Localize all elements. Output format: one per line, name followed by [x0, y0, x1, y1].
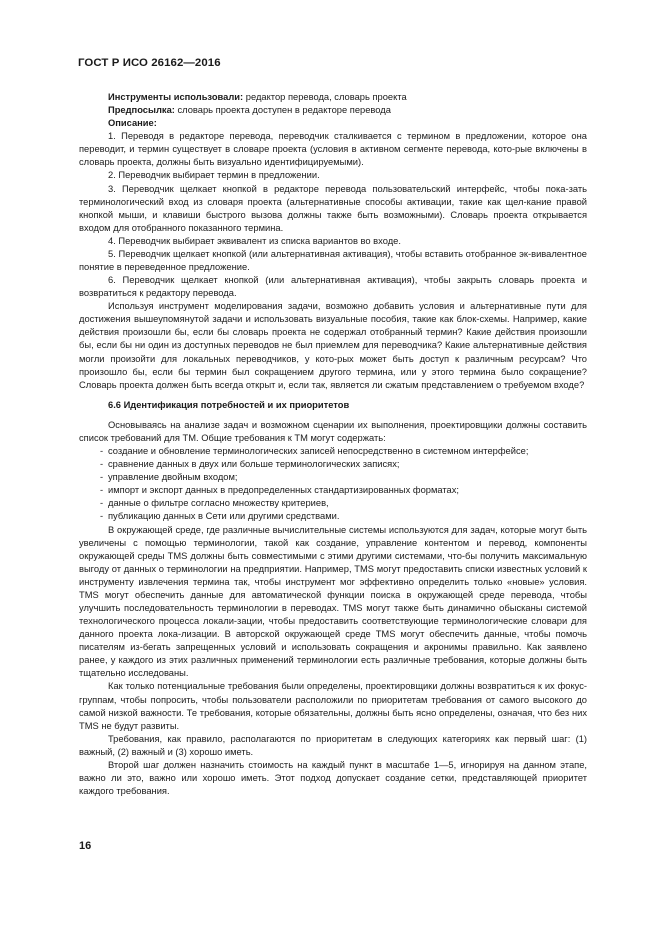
tools-line — [79, 91, 587, 104]
page-body — [79, 91, 587, 798]
page-number: 16 — [79, 840, 92, 852]
step-1: 1. Переводя в редакторе перевода, переводчик сталкивается с термином в предложении, которое она переводит, и термин существует в словаре проекта (условия в активном сегменте перевода, кото-рые включены в словарь проекта, должны быть визуально идентифицируемыми). — [79, 131, 587, 168]
step-2: 2. Переводчик выбирает термин в предложении. — [108, 170, 320, 181]
closing-paragraph: Используя инструмент моделирования задачи, возможно добавить условия и альтернативные пути для достижения вышеупомянутой задачи и использовать визуальные пособия, такие как блок-схемы. Например, какие действия произошли бы, если бы словарь проекта не содержал отобранный термин? Какие действия произошли бы, если бы ни один из доступных переводов не был приемлем для переводчика? Какие альтернативные действия могли произойти для локальных переводчиков, у кото-рых может быть доступ к различным ресурсам? Что произошло бы, если бы термин был сокращением другого термина, или у этого термина было сокращение? Словарь проекта должен быть всегда открыт и, если так, является ли сжатым представлением о требуемом входе? — [79, 301, 587, 390]
precondition-label: Предпосылка: — [108, 105, 175, 116]
list-item: - импорт и экспорт данных в предопределенных стандартизированных форматах; — [79, 484, 587, 497]
precondition-value: словарь проекта доступен в редакторе перевода — [174, 105, 391, 116]
tools-value: редактор перевода, словарь проекта — [243, 92, 407, 102]
step-4: 4. Переводчик выбирает эквивалент из списка вариантов во входе. — [108, 235, 401, 246]
priorities-paragraph: Как только потенциальные требования были определены, проектировщики должны возвратиться к их фокус-группам, чтобы попросить, чтобы пользователи расположили по приоритетам требования от самого высокого до самой низкой важности. Те требования, которые обязательны, должны быть ясно определены, означая, что без них TMS не будут развиты. — [79, 681, 587, 731]
list-item: - сравнение данных в двух или больше терминологических записях; — [79, 458, 587, 471]
requirements-list — [79, 445, 587, 523]
environment-paragraph: В окружающей среде, где различные вычислительные системы используются для задач, которые могут быть увеличены с помощью терминологии, такой как создание, управление контентом и перевод, компоненты окружающей среды TMS должны быть совместимыми с этими другими системами, что-бы получить максимальную выгоду от данных о терминологии на предприятии. Например, TMS могут предоставить списки известных условий к инструменту извлечения термина так, чтобы инструмент мог эффективно определить только «новые» условия. TMS могут обеспечить данные для автоматической функции поиска в окружающей среде перевода, чтобы улучшить последовательность терминологии в переводах. TMS могут также быть динамично обысканы системой технологического процесса локали-зации, чтобы предоставить соответствующие терминологические словари для данного проекта лока-лизации. В авторской окружающей среде TMS могут обеспечить данные, чтобы помочь писателям из-бегать запрещенных условий и использовать сокращения и акронимы правильно. Как заявлено ранее, у каждого из этих различных применений терминологии есть различные требования, которые должны быть тщательно исследованы. — [79, 524, 587, 679]
section-intro: Основываясь на анализе задач и возможном сценарии их выполнения, проектировщики должны составить список требований для ТМ. Общие требования к ТМ могут содержать: — [79, 419, 587, 443]
step-3: 3. Переводчик щелкает кнопкой в редакторе перевода пользовательский интерфейс, чтобы пока-зать терминологический вход из словаря проекта (альтернативные способы активации, такие как щел-кание правой кнопкой мыши, и клавиши быстрого вызова должны также быть возможными). Словарь проекта открывается входом для отобранного показанного термина. — [79, 183, 587, 233]
list-item: - создание и обновление терминологических записей непосредственно в системном интерфейсе; — [79, 445, 587, 458]
list-item: - управление двойным входом; — [79, 471, 587, 484]
list-item: - публикацию данных в Сети или другими средствами. — [79, 510, 587, 523]
list-item: - данные о фильтре согласно множеству критериев, — [79, 497, 587, 510]
categories-paragraph: Требования, как правило, располагаются по приоритетам в следующих категориях как первый шаг: (1) важный, (2) важный и (3) хорошо иметь. — [79, 733, 587, 757]
second-step-paragraph: Второй шаг должен назначить стоимость на каждый пункт в масштабе 1—5, игнорируя на данном этапе, важно ли это, важно или хорошо иметь. Этот подход допускает создание сетки, представляющей приоритет каждого требования. — [79, 759, 587, 797]
section-heading: 6.6 Идентификация потребностей и их приоритетов — [108, 399, 350, 410]
tools-label: Инструменты использовали: — [108, 92, 244, 102]
description-label: Описание: — [108, 118, 157, 129]
step-6: 6. Переводчик щелкает кнопкой (или альтернативная активация), чтобы закрыть словарь проекта и возвратиться к редактору перевода. — [79, 275, 587, 299]
step-5: 5. Переводчик щелкает кнопкой (или альтернативная активация), чтобы вставить отобранное эк-вивалентное понятие в переведенное предложение. — [79, 248, 587, 273]
document-header: ГОСТ Р ИСО 26162—2016 — [78, 57, 221, 69]
precondition-line — [79, 104, 587, 117]
